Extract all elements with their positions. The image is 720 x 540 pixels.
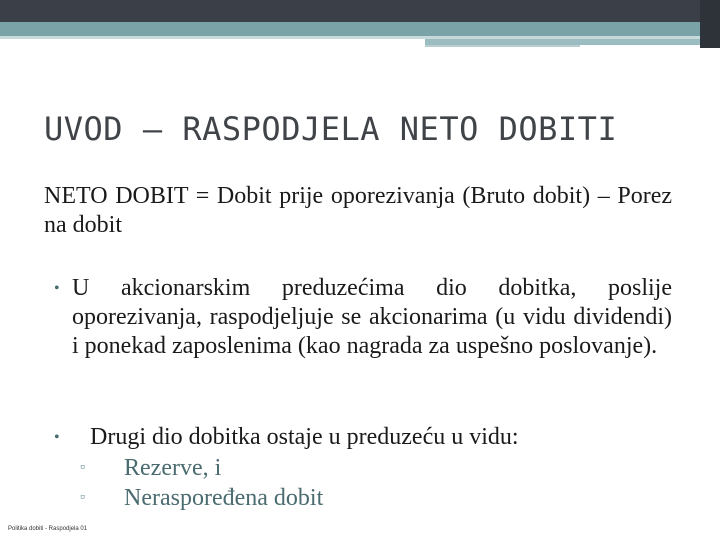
bullet-text: U akcionarskim preduzećima dio dobitka, poslije oporezivanja, raspodjeljuje se akcionarima (u vidu dividendi) i ponekad zaposlenima (kao nagrada za uspešno poslovanje). [72, 275, 672, 359]
slide-footer: Politika dobiti - Raspodjela 01 [8, 526, 88, 532]
bullet-item-1 [44, 274, 672, 361]
square-bullet-icon: ▫ [80, 490, 85, 505]
top-dark-bar [0, 0, 720, 22]
bullet-icon: • [54, 280, 60, 297]
bullet-text: Drugi dio dobitka ostaje u preduzeću u vidu: [90, 424, 519, 450]
sub-item-text: Rezerve, i [124, 454, 222, 481]
top-teal-bar [0, 22, 700, 36]
formula-text: NETO DOBIT = Dobit prije oporezivanja (Bruto dobit) – Porez na dobit [44, 183, 672, 238]
slide-title: UVOD – RASPODJELA NETO DOBITI [44, 110, 618, 148]
sub-list [74, 453, 323, 513]
bullet-icon: • [54, 429, 60, 446]
accent-thin-bar [425, 45, 580, 47]
top-right-dark-block [700, 0, 720, 48]
sub-item-rezerve [74, 453, 323, 483]
sub-item-neraspoređena [74, 483, 323, 513]
sub-item-text: Neraspoređena dobit [124, 484, 324, 511]
square-bullet-icon: ▫ [80, 460, 85, 475]
bullet-item-2 [44, 423, 672, 452]
